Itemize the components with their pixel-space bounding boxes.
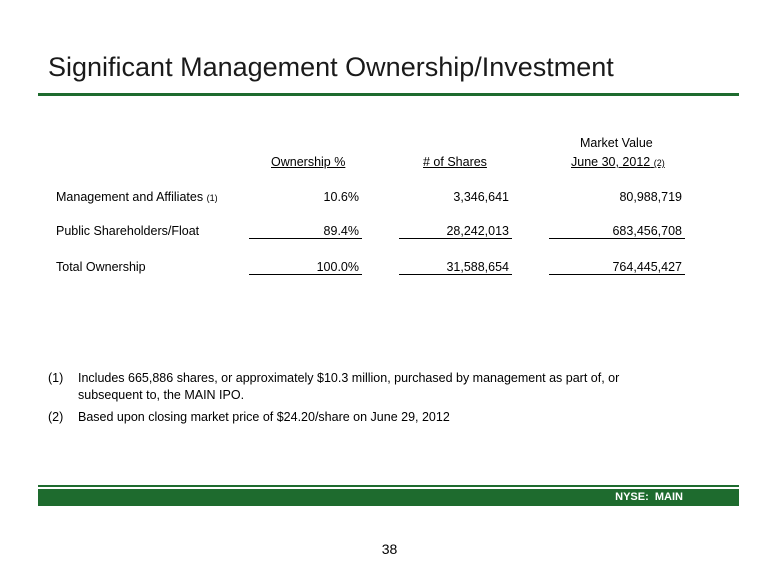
cell-management-market-value: 80,988,719 xyxy=(619,190,682,204)
title-divider xyxy=(38,93,739,96)
header-market-value-date: June 30, 2012 (2) xyxy=(571,155,665,169)
footer-bar xyxy=(38,489,739,506)
cell-total-shares: 31,588,654 xyxy=(399,260,512,275)
page-number: 38 xyxy=(381,541,398,557)
footnotes xyxy=(48,370,668,431)
footnote-text: Includes 665,886 shares, or approximately $10.3 million, purchased by management as part of, or subsequent to, the MAIN IPO. xyxy=(78,371,620,402)
footnote-item xyxy=(48,370,668,404)
cell-management-shares: 3,346,641 xyxy=(453,190,509,204)
page-title: Significant Management Ownership/Investment xyxy=(48,52,614,82)
row-label-public: Public Shareholders/Float xyxy=(56,224,200,238)
row-label-total: Total Ownership xyxy=(56,260,146,274)
row-label-management: Management and Affiliates (1) xyxy=(56,190,218,204)
footer-ticker: NYSE: MAIN xyxy=(615,491,683,503)
cell-management-ownership: 10.6% xyxy=(323,190,359,204)
cell-total-ownership: 100.0% xyxy=(249,260,362,275)
footnote-number: (1) xyxy=(48,371,64,385)
cell-public-market-value: 683,456,708 xyxy=(549,224,685,239)
row-note-management: (1) xyxy=(206,193,218,203)
header-market-value: Market Value xyxy=(580,136,653,150)
header-shares: # of Shares xyxy=(423,155,487,169)
footnote-number: (2) xyxy=(48,410,64,424)
footnote-item xyxy=(48,409,668,426)
header-ownership: Ownership % xyxy=(271,155,346,169)
cell-total-market-value: 764,445,427 xyxy=(549,260,685,275)
header-market-value-note: (2) xyxy=(653,158,665,168)
footnote-text: Based upon closing market price of $24.20/share on June 29, 2012 xyxy=(78,410,450,424)
cell-public-ownership: 89.4% xyxy=(249,224,362,239)
cell-public-shares: 28,242,013 xyxy=(399,224,512,239)
footer-divider xyxy=(38,485,739,487)
